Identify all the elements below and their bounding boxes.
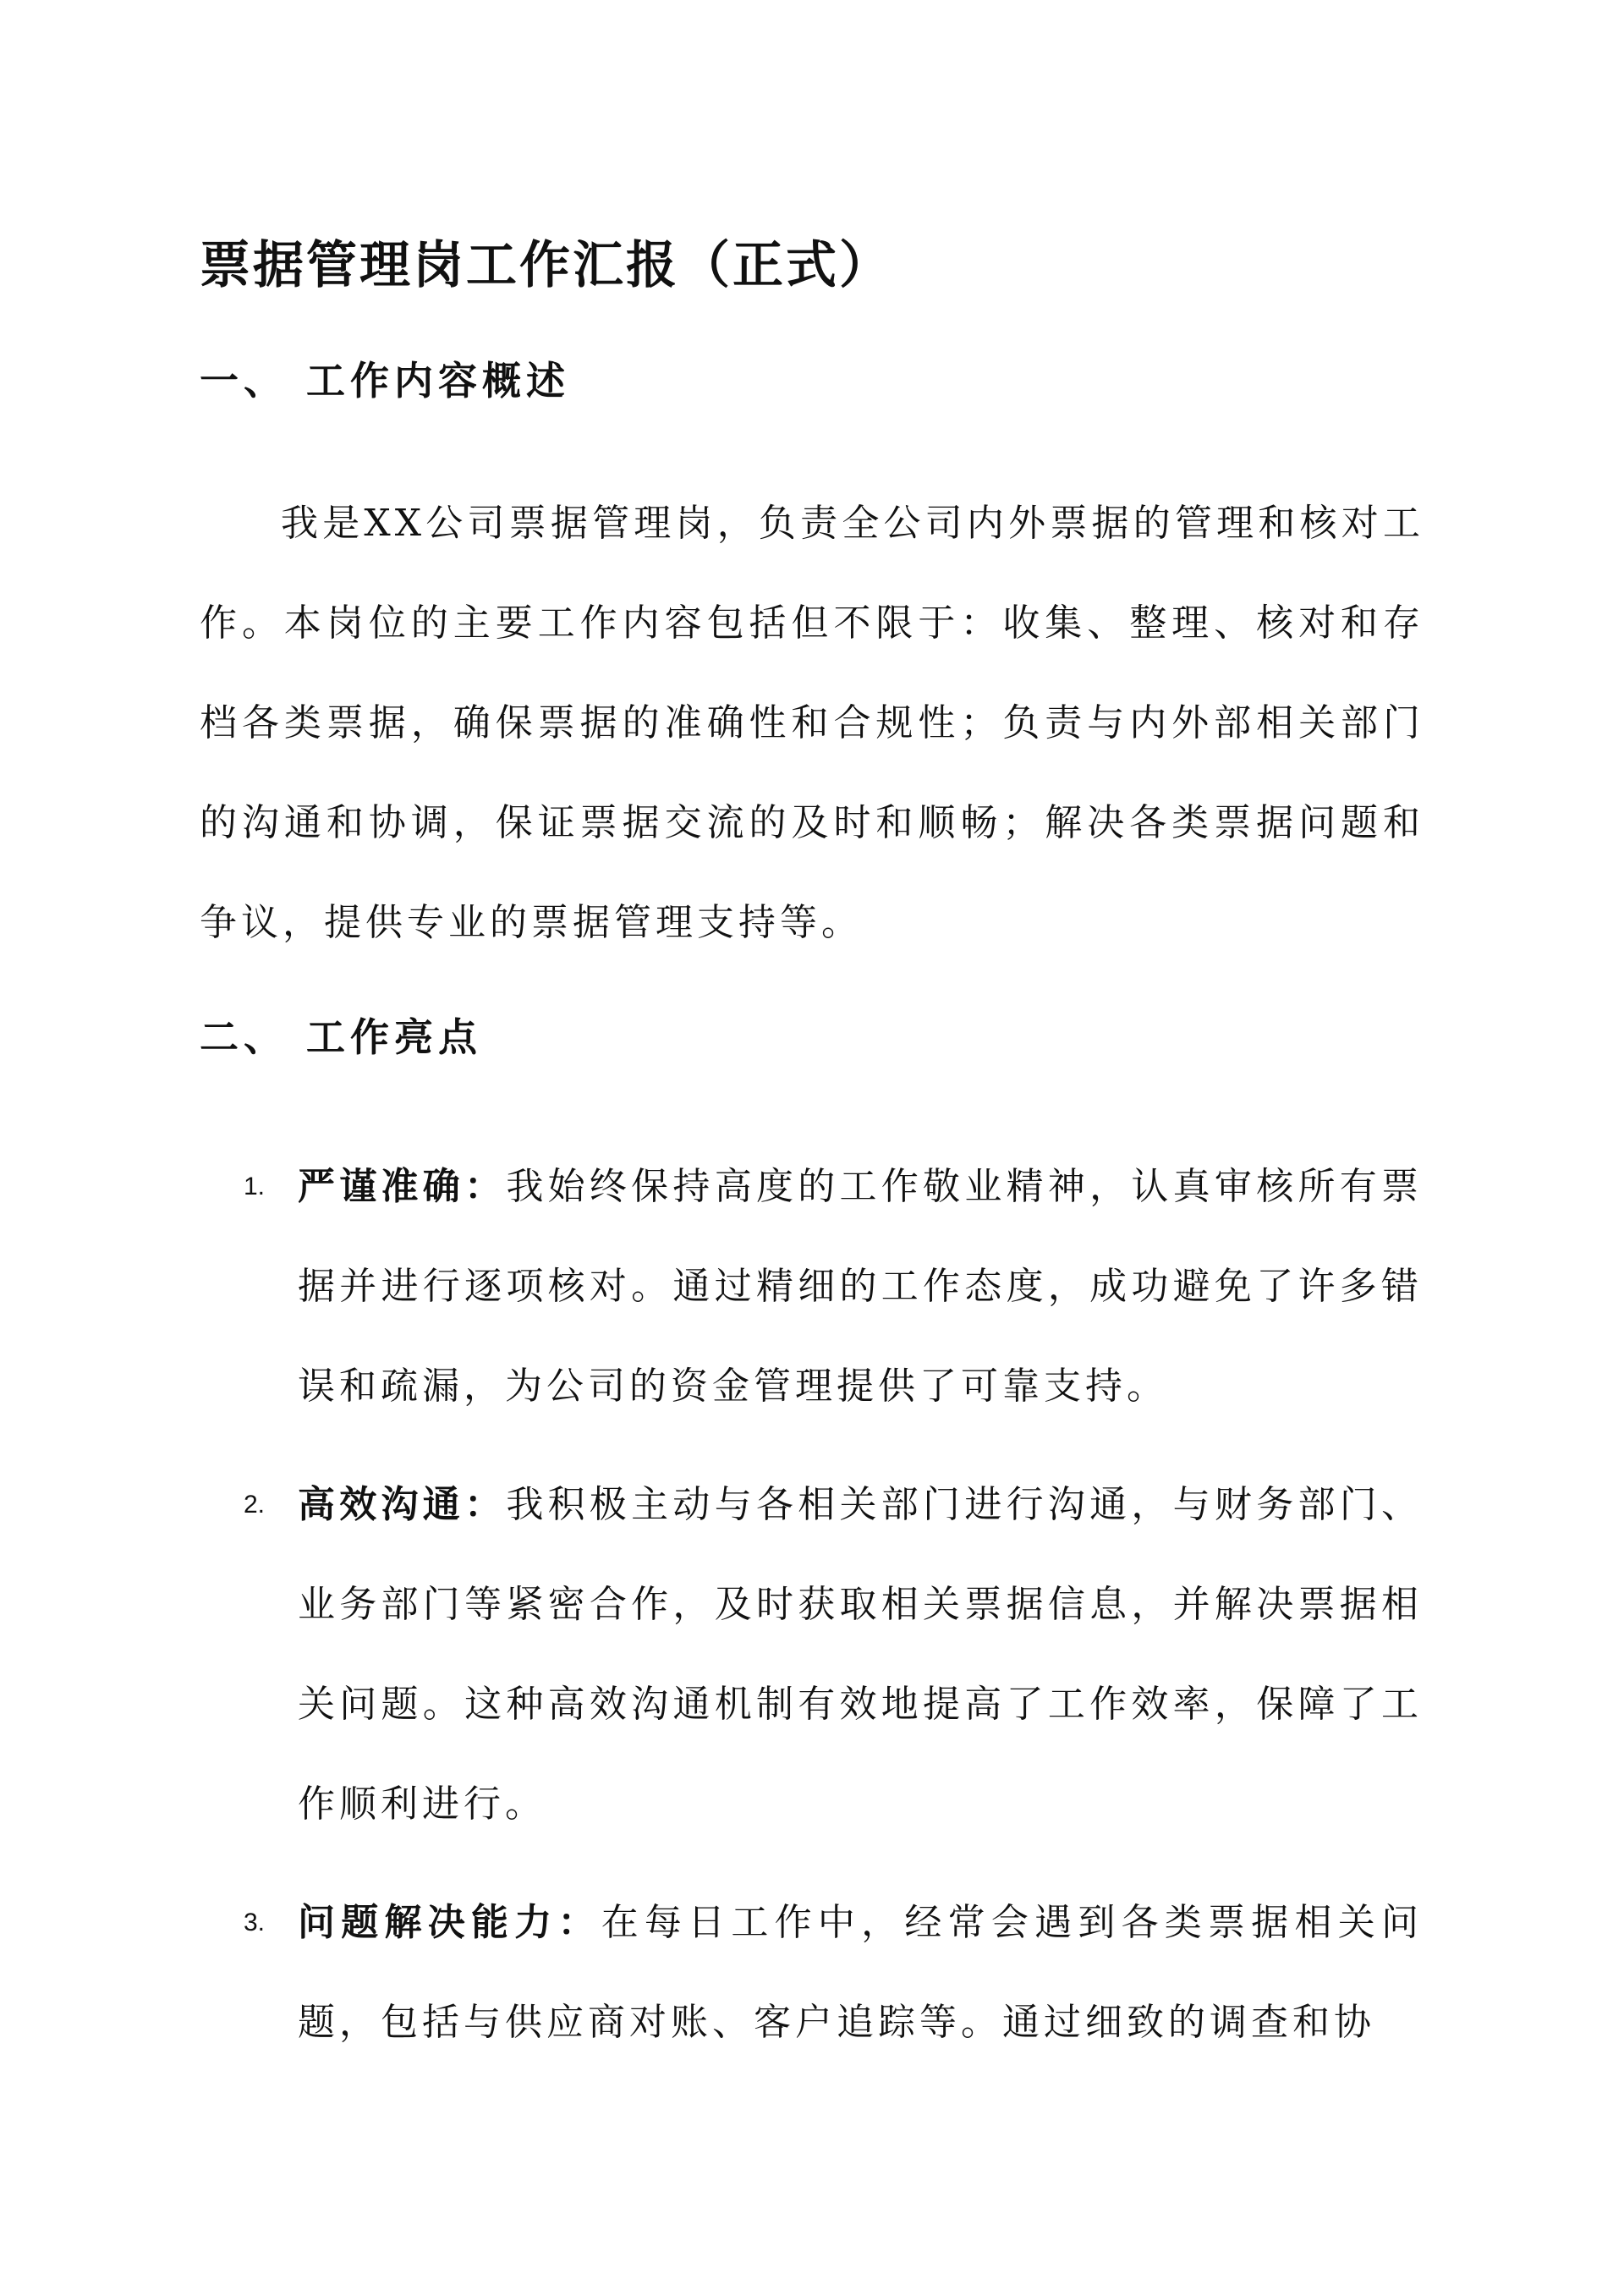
overview-paragraph: 我是XX公司票据管理岗，负责全公司内外票据的管理和核对工作。本岗位的主要工作内容包括但不限于：收集、整理、核对和存档各类票据，确保票据的准确性和合规性；负责与内外部相关部门的沟通和协调，保证票据交流的及时和顺畅；解决各类票据问题和争议，提供专业的票据管理支持等。 [200,502,1424,944]
section-heading-highlights: 二、 工作亮点 [200,1014,483,1060]
list-item-number: 2. [244,1491,266,1519]
list-item-number: 3. [244,1909,266,1936]
list-item-text: 在每日工作中，经常会遇到各类票据相关问题，包括与供应商对账、客户追踪等。通过细致的调查和协 [298,1901,1424,2044]
list-item-label: 严谨准确： [298,1165,507,1208]
list-item-number: 1. [244,1173,266,1200]
list-item [200,1137,1424,1436]
list-item-body [298,1873,1423,2073]
page-title: 票据管理岗工作汇报（正式） [200,236,892,296]
list-item [200,1873,1424,2073]
list-item-label: 高效沟通： [298,1483,507,1526]
list-item-body [298,1137,1423,1436]
list-item [200,1455,1424,1854]
list-item-text: 我积极主动与各相关部门进行沟通，与财务部门、业务部门等紧密合作，及时获取相关票据信息，并解决票据相关问题。这种高效沟通机制有效地提高了工作效率，保障了工作顺利进行。 [298,1483,1424,1826]
section-heading-overview: 一、 工作内容概述 [200,358,571,404]
list-item-label: 问题解决能力： [298,1901,601,1944]
list-item-body [298,1455,1423,1854]
list-item-text: 我始终保持高度的工作敬业精神，认真审核所有票据并进行逐项核对。通过精细的工作态度，成功避免了许多错误和疏漏，为公司的资金管理提供了可靠支持。 [298,1165,1424,1408]
